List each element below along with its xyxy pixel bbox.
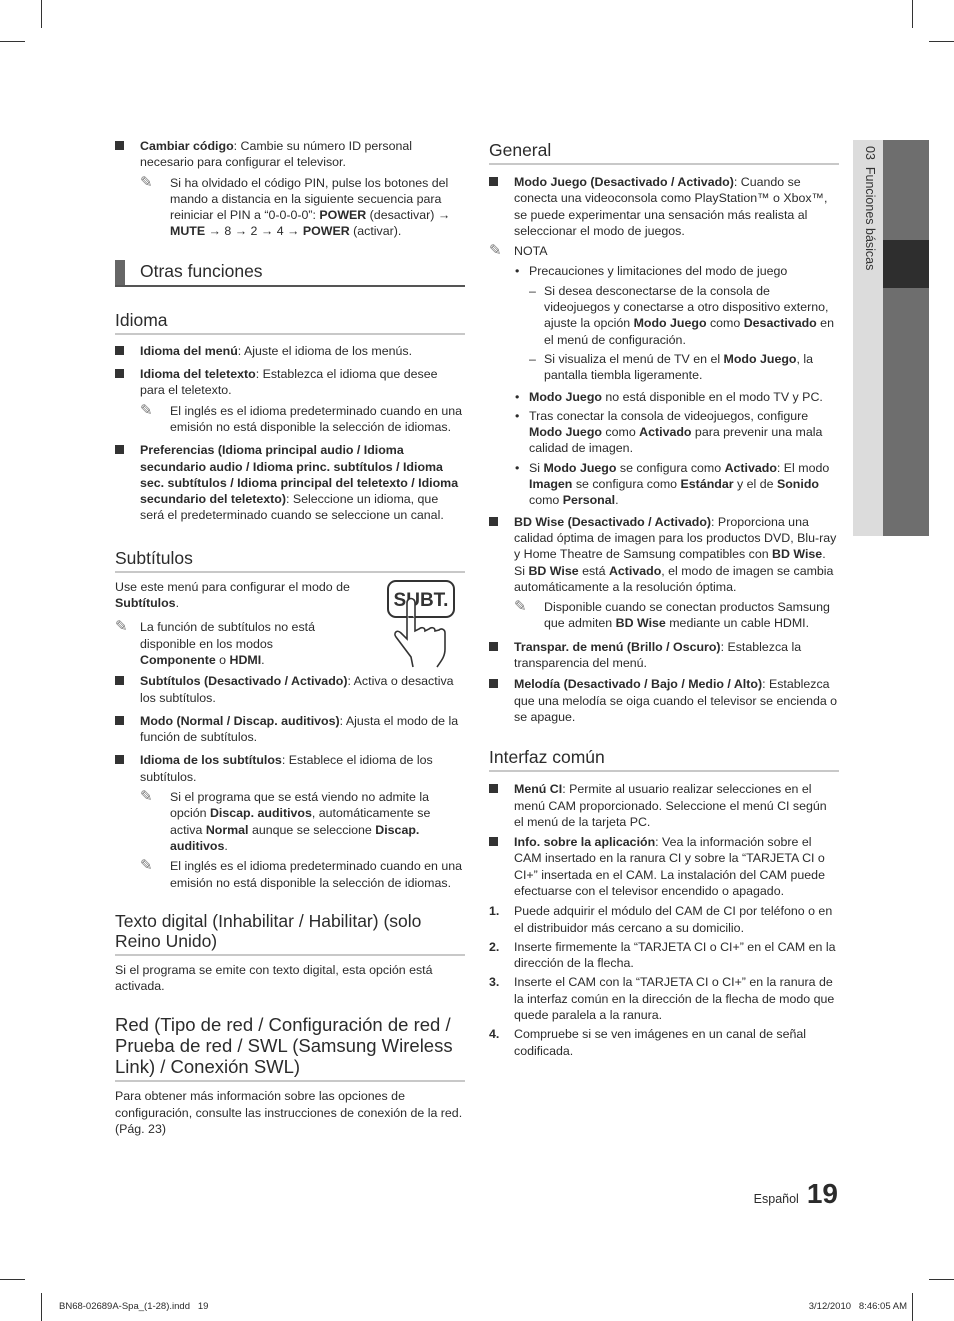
list-item: • Tras conectar la consola de videojuegos, configure Modo Juego como Activado para prevenir una mala calidad de imagen. (515, 408, 823, 456)
list-item: • Si Modo Juego se configura como Activado: El modo Imagen se configura como Estándar y el de Sonido como Personal. (515, 460, 830, 508)
crop-mark (912, 1293, 913, 1321)
list-item: Idioma del teletexto: Establezca el idioma que desee para el teletexto. (115, 366, 465, 399)
chapter-number: 03 (863, 146, 877, 160)
numbered-step: 1. Puede adquirir el módulo del CAM de CI por teléfono o en el distribuidor más cercano a su domicilio. (489, 904, 833, 935)
pencil-icon: ✎ (514, 598, 527, 616)
list-item: – Si desea desconectarse de la consola de videojuegos y conectarse a otro dispositivo externo, ajuste la opción Modo Juego como Desactivado en el menú de configuración. (529, 283, 834, 347)
crop-mark (41, 0, 42, 28)
page-footer (754, 1178, 838, 1210)
heading-general: General (489, 140, 839, 165)
crop-mark (0, 41, 25, 42)
list-item: Preferencias (Idioma principal audio / Idioma secundario audio / Idioma princ. subtítulos / Idioma sec. subtítulos / Idioma principal del teletexto / Idioma secundario del teletexto): Seleccione un idioma, que será el predeterminado cuando se seleccione un canal. (115, 442, 465, 523)
note: ✎ Si el programa que se está viendo no admite la opción Discap. auditivos, automáticamente se activa Normal aunque se seleccione Discap. auditivos. (140, 788, 431, 853)
note: ✎ Disponible cuando se conectan productos Samsung que admiten BD Wise mediante un cable HDMI. (514, 598, 830, 631)
numbered-step: 3. Inserte el CAM con la “TARJETA CI o CI+” en la ranura de la interfaz común en la dirección de la flecha de modo que quede paralela a la ranura. (489, 975, 835, 1023)
list-item: Idioma de los subtítulos: Establece el idioma de los subtítulos. (115, 752, 465, 785)
list-item: Transpar. de menú (Brillo / Oscuro): Establezca la transparencia del menú. (489, 639, 839, 672)
note: ✎ El inglés es el idioma predeterminado cuando en una emisión no está disponible la selección de idiomas. (140, 401, 463, 434)
pencil-icon: ✎ (115, 618, 128, 636)
list-item: Info. sobre la aplicación: Vea la información sobre el CAM insertado en la ranura CI y sobre la “TARJETA CI o CI+” insertada en el CAM. La instalación del CAM puede efectuarse con el televisor encendido o apagado. (489, 834, 839, 899)
chapter-title: Funciones básicas (863, 166, 877, 271)
pencil-icon: ✎ (140, 173, 153, 191)
note: ✎ El inglés es el idioma predeterminado cuando en una emisión no está disponible la selección de idiomas. (140, 857, 463, 890)
svg-text:SUBT.: SUBT. (393, 589, 449, 611)
list-item: Idioma del menú: Ajuste el idioma de los menús. (115, 343, 465, 359)
list-item: – Si visualiza el menú de TV en el Modo Juego, la pantalla tiembla ligeramente. (529, 351, 814, 383)
crop-mark (912, 0, 913, 28)
texto-digital-text: Si el programa se emite con texto digital, esta opción está activada. (115, 962, 433, 994)
list-item: BD Wise (Desactivado / Activado): Proporciona una calidad óptima de imagen para los productos DVD, Blu-ray y Home Theatre de Samsung compatibles con BD Wise. Si BD Wise está Activado, el modo de imagen se cambia automáticamente a la resolución óptima. (489, 514, 839, 595)
subtitles-intro: SUBT. Use este menú para configurar el modo de Subtítulos. ✎ La función de subtítulos no está disponible en los modos Componente o HDMI. (115, 579, 465, 668)
heading-subtitulos: Subtítulos (115, 548, 465, 573)
note: ✎ La función de subtítulos no está disponible en los modos Componente o HDMI. (115, 618, 315, 667)
list-item: Cambiar código: Cambie su número ID personal necesario para configurar el televisor. (115, 138, 465, 171)
list-item: Subtítulos (Desactivado / Activado): Activa o desactiva los subtítulos. (115, 673, 465, 706)
side-tab-label (859, 146, 879, 346)
subt-button-illustration (385, 579, 465, 669)
left-column (115, 138, 465, 1137)
crop-mark (0, 1279, 25, 1280)
pencil-icon: ✎ (489, 242, 502, 260)
pencil-icon: ✎ (140, 401, 153, 419)
heading-texto-digital: Texto digital (Inhabilitar / Habilitar) (solo Reino Unido) (115, 911, 465, 956)
list-item: • Modo Juego no está disponible en el modo TV y PC. (515, 389, 823, 404)
pencil-icon: ✎ (140, 788, 153, 806)
crop-mark (41, 1293, 42, 1321)
side-tab-dark (883, 140, 929, 536)
pencil-icon: ✎ (140, 857, 153, 875)
numbered-step: 4. Compruebe si se ven imágenes en un canal de señal codificada. (489, 1027, 807, 1058)
note-heading: ✎ NOTA (489, 242, 548, 260)
side-tab-marker (883, 240, 929, 288)
list-item: Menú CI: Permite al usuario realizar selecciones en el menú CAM proporcionado. Seleccione el menú CI según el menú de la tarjeta PC. (489, 781, 839, 830)
right-column (489, 140, 839, 1059)
heading-interfaz-comun: Interfaz común (489, 747, 839, 772)
language-label: Español (753, 1192, 799, 1206)
numbered-step: 2. Inserte firmemente la “TARJETA CI o CI+” en el CAM en la dirección de la flecha. (489, 939, 836, 971)
list-item: Modo (Normal / Discap. auditivos): Ajusta el modo de la función de subtítulos. (115, 713, 465, 746)
section-header-otras: Otras funciones (115, 260, 465, 287)
page-number: 19 (806, 1178, 838, 1209)
note: ✎ Si ha olvidado el código PIN, pulse los botones del mando a distancia en la siguiente secuencia para reiniciar el PIN a “0-0-0-0”: POWER (desactivar) → MUTE → 8 → 2 → 4 → POWER (activar). (140, 173, 451, 239)
list-item: • Precauciones y limitaciones del modo de juego (515, 264, 788, 279)
red-text: Para obtener más información sobre las opciones de configuración, consulte las instrucciones de conexión de la red. (Pág. 23) (115, 1089, 463, 1136)
slug-date: 3/12/2010 8:46:05 AM (808, 1301, 907, 1312)
list-item: Melodía (Desactivado / Bajo / Medio / Alto): Establezca que una melodía se oiga cuando el televisor se encienda o se apague. (489, 676, 839, 725)
heading-idioma: Idioma (115, 310, 465, 335)
heading-red: Red (Tipo de red / Configuración de red / Prueba de red / SWL (Samsung Wireless Link) / Conexión SWL) (115, 1014, 465, 1082)
crop-mark (929, 41, 954, 42)
slug-filename: BN68-02689A-Spa_(1-28).indd 19 (59, 1301, 209, 1312)
crop-mark (929, 1279, 954, 1280)
list-item: Modo Juego (Desactivado / Activado): Cuando se conecta una videoconsola como PlayStation™ o Xbox™, se puede experimentar una sensación más realista al seleccionar el modo de juegos. (489, 174, 839, 239)
